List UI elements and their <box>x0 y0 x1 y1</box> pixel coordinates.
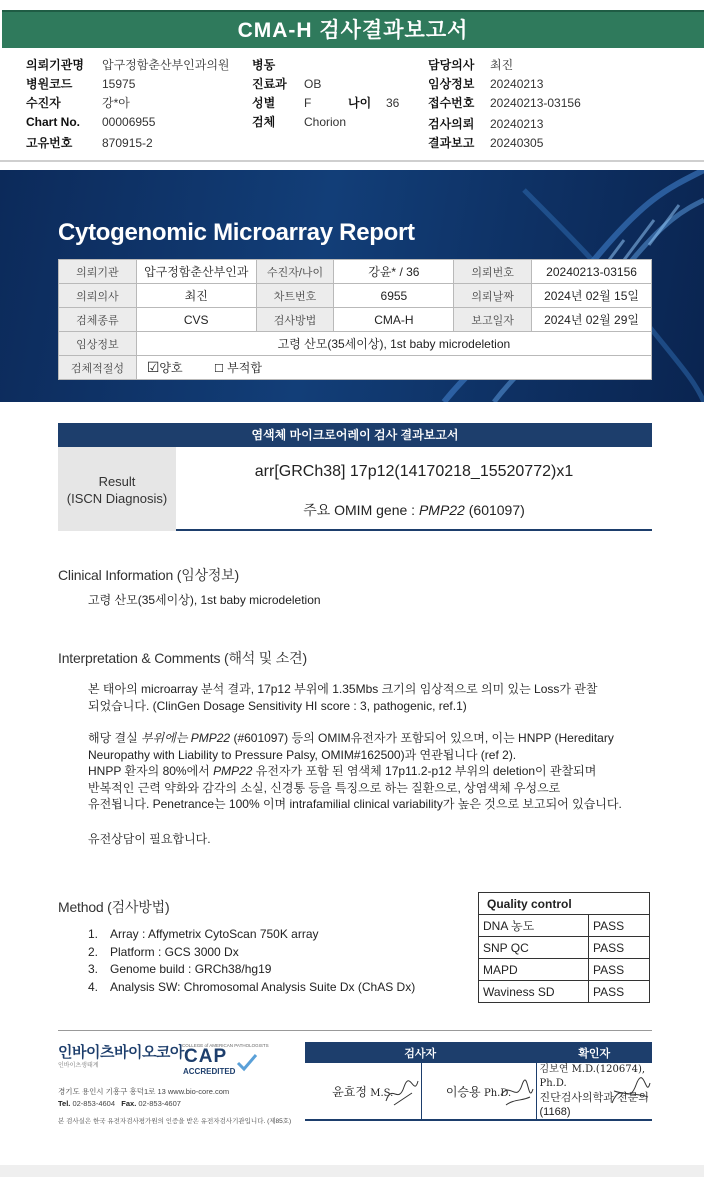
clinical-text: 고령 산모(35세이상), 1st baby microdeletion <box>88 593 321 607</box>
certification-note: 본 검사실은 한국 유전자검사평가원의 인증을 받은 유전자검사기관입니다. (제85호) <box>58 1118 292 1125</box>
method-heading: Method (검사방법) <box>58 899 170 915</box>
info-key: 검체종류 <box>59 308 137 332</box>
header-value: 20240305 <box>490 136 544 150</box>
cap-check-icon <box>236 1052 258 1072</box>
report-title: CMA-H 검사결과보고서 <box>2 10 704 48</box>
inspector-2-title: Ph.D. <box>483 1087 512 1099</box>
method-list <box>88 926 415 996</box>
info-value: 6955 <box>334 284 454 308</box>
method-number: 1. <box>88 927 99 941</box>
qc-item: Waviness SD <box>479 981 589 1003</box>
report-banner <box>0 170 704 402</box>
signature-table <box>305 1042 652 1121</box>
text-line: 본 태아의 microarray 분석 결과, 17p12 부위에 1.35Mbs 크기의 임상적으로 의미 있는 Loss가 관찰 <box>88 682 598 696</box>
omim-gene-name: PMP22 <box>418 502 465 518</box>
info-value: 2024년 02월 15일 <box>532 284 652 308</box>
info-value: CMA-H <box>334 308 454 332</box>
header-label: 의뢰기관명 <box>26 58 84 72</box>
iscn-diagnosis: arr[GRCh38] 17p12(14170218_15520772)x1 <box>254 463 574 480</box>
header-label: 임상정보 <box>428 77 475 91</box>
header-value: 강*아 <box>102 96 130 110</box>
text-line: 유전됩니다. Penetrance는 100% 이며 intrafamilial clinical variability가 높은 것으로 보고되어 있습니다. <box>88 797 622 811</box>
fax-value: 02-853-4607 <box>138 1099 181 1108</box>
header-label: 접수번호 <box>428 96 475 110</box>
cap-accredited: ACCREDITED <box>183 1067 236 1076</box>
header-value: 15975 <box>102 77 136 91</box>
omim-gene <box>176 500 652 520</box>
header-value: F <box>304 96 312 110</box>
confirmer-line1: 김보연 M.D.(120674), Ph.D. <box>539 1064 646 1089</box>
interpretation-paragraph-1 <box>88 681 668 714</box>
header-value: 최진 <box>490 58 514 72</box>
text-line: 되었습니다. (ClinGen Dosage Sensitivity HI score : 3, pathogenic, ref.1) <box>88 698 467 713</box>
text-run: HNPP 환자의 80%에서 <box>88 764 214 778</box>
header-label: 검사의뢰 <box>428 117 475 131</box>
fax-label: Fax. <box>121 1099 137 1108</box>
method-item <box>88 926 415 944</box>
qc-result: PASS <box>589 981 650 1003</box>
qc-result: PASS <box>589 915 650 937</box>
confirmer-line2: 진단검사의학과 전문의(1168) <box>539 1092 649 1118</box>
company-address: 경기도 용인시 기흥구 흥덕1로 13 www.bio-core.com <box>58 1087 230 1096</box>
info-key: 의뢰의사 <box>59 284 137 308</box>
method-item <box>88 944 415 962</box>
text-run: (#601097) 등의 OMIM유전자가 포함되어 있으며, 이는 HNPP (Hereditary <box>230 731 614 745</box>
cap-small-text: COLLEGE of AMERICAN PATHOLOGISTS <box>182 1043 269 1048</box>
banner-title: Cytogenomic Microarray Report <box>58 219 415 246</box>
header-value: 870915-2 <box>102 136 153 150</box>
specimen-adequacy <box>136 356 651 380</box>
result-label <box>58 447 176 531</box>
text-run-italic: 부위에는 PMP22 <box>141 731 231 745</box>
tel-value: 02-853-4604 <box>72 1099 116 1108</box>
interpretation-heading: Interpretation & Comments (해석 및 소견) <box>58 650 307 666</box>
handwritten-signature-3 <box>608 1075 652 1111</box>
header-label: 결과보고 <box>428 136 475 150</box>
handwritten-signature-1 <box>382 1075 422 1109</box>
header-label: 진료과 <box>252 77 287 91</box>
company-contact <box>58 1099 181 1108</box>
handwritten-signature-2 <box>498 1075 536 1109</box>
text-run: 유전자가 포함 된 염색체 17p11.2-p12 부위의 deletion이 관찰되며 <box>252 764 597 778</box>
qc-item: MAPD <box>479 959 589 981</box>
info-value: 최진 <box>136 284 256 308</box>
qc-result: PASS <box>589 937 650 959</box>
info-value: 2024년 02월 29일 <box>532 308 652 332</box>
header-label: 병동 <box>252 58 276 72</box>
info-value: 압구정함춘산부인과 <box>136 260 256 284</box>
interpretation-paragraph-2 <box>88 730 668 813</box>
info-key: 의뢰번호 <box>454 260 532 284</box>
checkbox-empty-icon: ☐ <box>213 363 224 375</box>
info-key: 의뢰날짜 <box>454 284 532 308</box>
info-key: 검사방법 <box>256 308 334 332</box>
header-value: 압구정함춘산부인과의원 <box>102 58 230 72</box>
info-key: 검체적절성 <box>59 356 137 380</box>
company-logo-sub: 인바이츠생태계 <box>58 1063 99 1069</box>
inspector-2-name: 이승용 <box>445 1084 481 1099</box>
qc-title: Quality control <box>479 893 650 915</box>
header-value: 36 <box>386 96 400 110</box>
clinical-info-value: 고령 산모(35세이상), 1st baby microdeletion <box>136 332 651 356</box>
header-label: 성별 <box>252 96 276 110</box>
header-label: 담당의사 <box>428 58 475 72</box>
result-section-title: 염색체 마이크로어레이 검사 결과보고서 <box>58 423 652 447</box>
checkbox-checked-icon: ☑ <box>146 359 160 375</box>
info-key: 의뢰기관 <box>59 260 137 284</box>
text-line <box>88 763 668 780</box>
adequacy-ng-label: 부적합 <box>227 361 262 375</box>
method-text: Array : Affymetrix CytoScan 750K array <box>110 927 319 941</box>
qc-item: DNA 농도 <box>479 915 589 937</box>
method-text: Genome build : GRCh38/hg19 <box>110 962 272 976</box>
header-value: 20240213 <box>490 117 544 131</box>
omim-suffix: (601097) <box>464 502 525 518</box>
company-logo-name: 인바이츠바이오코아 <box>58 1044 184 1061</box>
method-text: Analysis SW: Chromosomal Analysis Suite Dx (ChAS Dx) <box>110 979 416 994</box>
result-label-line1: Result <box>98 474 136 489</box>
info-key: 임상정보 <box>59 332 137 356</box>
header-label: 수진자 <box>26 96 61 110</box>
header-value: 20240213 <box>490 77 544 91</box>
header-label: 병원코드 <box>26 77 73 91</box>
info-value: 강윤* / 36 <box>334 260 454 284</box>
header-divider <box>0 160 704 162</box>
qc-result: PASS <box>589 959 650 981</box>
omim-prefix: 주요 OMIM gene : <box>303 502 419 518</box>
header-value: Chorion <box>304 115 347 129</box>
text-run-italic: PMP22 <box>213 764 253 778</box>
text-line <box>88 730 668 747</box>
info-key: 보고일자 <box>454 308 532 332</box>
confirmer-header: 확인자 <box>536 1042 652 1063</box>
footer-divider <box>58 1030 652 1031</box>
inspector-1-title: M.S. <box>370 1087 394 1099</box>
interpretation-paragraph-3: 유전상담이 필요합니다. <box>88 832 211 846</box>
tel-label: Tel. <box>58 1099 71 1108</box>
header-label: 검체 <box>252 115 276 129</box>
header-value: OB <box>304 77 322 91</box>
adequacy-ok-label: 양호 <box>159 361 183 375</box>
result-box <box>58 447 652 531</box>
info-value: 20240213-03156 <box>532 260 652 284</box>
inspector-header: 검사자 <box>305 1042 536 1063</box>
method-item <box>88 961 415 979</box>
header-value: 00006955 <box>102 115 156 129</box>
header-value: 20240213-03156 <box>490 96 581 110</box>
text-line: Neuropathy with Liability to Pressure Palsy, OMIM#162500)과 연관됩니다 (ref 2). <box>88 747 517 762</box>
method-number: 4. <box>88 979 99 994</box>
method-number: 2. <box>88 944 99 959</box>
text-run: 해당 결실 <box>88 731 142 745</box>
header-label: 나이 <box>348 96 372 110</box>
info-key: 수진자/나이 <box>256 260 334 284</box>
method-number: 3. <box>88 962 99 976</box>
header-label: Chart No. <box>26 115 80 129</box>
text-line: 반복적인 근력 약화와 감각의 소실, 신경통 등을 특징으로 하는 질환으로, 상염색체 우성으로 <box>88 780 561 795</box>
info-key: 차트번호 <box>256 284 334 308</box>
page-bottom-band <box>0 1165 704 1177</box>
qc-item: SNP QC <box>479 937 589 959</box>
clinical-heading: Clinical Information (임상정보) <box>58 567 239 583</box>
cap-logo: CAP <box>184 1046 228 1067</box>
inspector-1-name: 윤효정 <box>332 1084 367 1099</box>
quality-control-table <box>478 892 650 1003</box>
method-item <box>88 979 415 997</box>
info-value: CVS <box>136 308 256 332</box>
header-label: 고유번호 <box>26 136 73 150</box>
method-text: Platform : GCS 3000 Dx <box>110 944 239 959</box>
result-label-line2: (ISCN Diagnosis) <box>66 491 168 506</box>
banner-info-table <box>58 259 652 380</box>
